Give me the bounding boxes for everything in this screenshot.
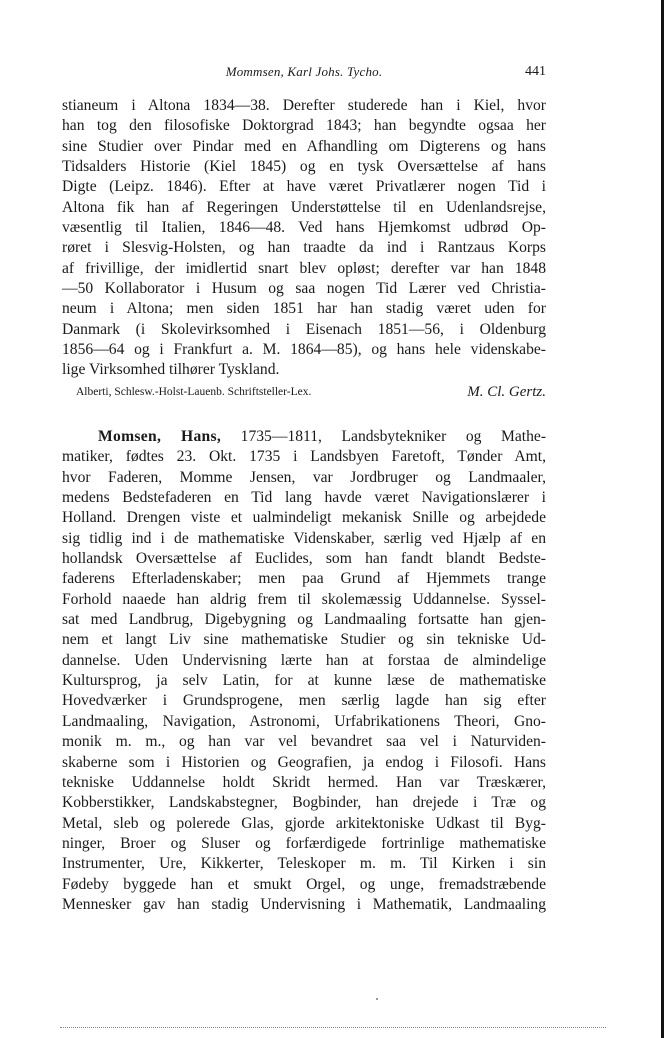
text-line: hvor Faderen, Momme Jensen, var Jordbruger og Landmaaler, (62, 468, 546, 486)
text-line: faderens Efterladenskaber; men paa Grund af Hjemmets trange (62, 570, 546, 588)
text-line: Altona fik han af Regeringen Understøttelse til en Udenlandsrejse, (62, 198, 546, 216)
text-line: Landmaaling, Navigation, Astronomi, Urfabrikationens Theori, Gno- (62, 712, 546, 730)
scan-edge-rule (60, 1027, 606, 1028)
text-line: matiker, fødtes 23. Okt. 1735 i Landsbyen Faretoft, Tønder Amt, (62, 448, 546, 466)
text-line: Kultursprog, ja selv Latin, for at kunne læse de mathematiske (62, 672, 546, 690)
text-line: skaberne som i Historien og Geografien, ja endog i Filosofi. Hans (62, 753, 546, 771)
author-signature: M. Cl. Gertz. (467, 383, 546, 400)
text-line: Mennesker gav han stadig Undervisning i Mathematik, Landmaaling (62, 895, 546, 913)
text-line: væsentlig til Italien, 1846—48. Ved hans Hjemkomst udbrød Op- (62, 219, 546, 237)
text-line: Holland. Drengen viste et ualmindeligt mekanisk Snille og arbejdede (62, 509, 546, 527)
text-line: Kobberstikker, Landskabstegner, Bogbinder, han drejede i Træ og (62, 794, 546, 812)
print-speck (376, 998, 378, 1000)
running-head: Mommsen, Karl Johs. Tycho. (225, 64, 383, 79)
text-line: Instrumenter, Ure, Kikkerter, Teleskoper m. m. Til Kirken i sin (62, 855, 546, 873)
entry-mommsen-karl-continuation (62, 96, 546, 403)
text-line: han tog den filosofiske Doktorgrad 1843; han begyndte ogsaa her (62, 117, 546, 135)
text-line: Danmark (i Skolevirksomhed i Eisenach 1851—56, i Oldenburg (62, 320, 546, 338)
text-line: røret i Slesvig-Holsten, og han traadte da ind i Rantzaus Korps (62, 239, 546, 257)
page-header (62, 64, 546, 84)
text-line: stianeum i Altona 1834—38. Derefter studerede han i Kiel, hvor (62, 97, 546, 114)
text-line: ninger, Broer og Sluser og forfærdigede fortrinlige mathematiske (62, 834, 546, 852)
entry-lemma: Momsen, Hans, (98, 428, 222, 445)
text-line: sat med Landbrug, Digebygning og Landmaaling fortsatte han gjen- (62, 611, 546, 629)
text-line: Metal, sleb og polerede Glas, gjorde arkitektoniske Udkast til Byg- (62, 814, 546, 832)
text-line: Tidsalders Historie (Kiel 1845) og en tysk Oversættelse af hans (62, 158, 546, 176)
text-line: sine Studier over Pindar med en Afhandling om Digterens og hans (62, 137, 546, 155)
text-line: 1856—64 og i Frankfurt a. M. 1864—85), og hans hele videnskabe- (62, 341, 546, 359)
text-line: af frivillige, der imidlertid snart blev opløst; derefter var han 1848 (62, 259, 546, 277)
text-line: medens Bedstefaderen en Tid lang havde været Navigationslærer i (62, 489, 546, 507)
text-line: nem et langt Liv sine mathematiske Studier og sin tekniske Ud- (62, 631, 546, 649)
entry-momsen-hans (62, 427, 546, 915)
text-line: Digte (Leipz. 1846). Efter at have været Privatlærer nogen Tid i (62, 178, 546, 196)
entry-footer (62, 381, 546, 403)
text-line: Fødeby byggede han et smukt Orgel, og unge, fremadstræbende (62, 875, 546, 893)
entry-first-line (62, 427, 546, 447)
entry-first-line-text: 1735—1811, Landsbytekniker og Mathe- (240, 428, 547, 445)
text-line: Forhold naaede han aldrig frem til skolemæssig Uddannelse. Syssel- (62, 590, 546, 608)
text-line: tekniske Uddannelse holdt Skridt hermed. Han var Træskærer, (62, 773, 546, 791)
text-line: —50 Kollaborator i Husum og saa nogen Tid Lærer ved Christia- (62, 280, 546, 298)
text-line: monik m. m., og han var vel bevandret saa vel i Naturviden- (62, 733, 546, 751)
text-line: dannelse. Uden Undervisning lærte han at forstaa de almindelige (62, 651, 546, 669)
source-reference: Alberti, Schlesw.-Holst-Lauenb. Schriftsteller-Lex. (76, 385, 312, 398)
page-number: 441 (525, 64, 546, 79)
text-line: sig tidlig ind i de mathematiske Videnskaber, særlig ved Hjælp af en (62, 529, 546, 547)
text-line: neum i Altona; men siden 1851 har han stadig været uden for (62, 300, 546, 318)
text-line: Hovedværker i Grundsprogene, men særlig lagde han sig efter (62, 692, 546, 710)
text-line: hollandsk Oversættelse af Euclides, som han fandt blandt Bedste- (62, 550, 546, 568)
text-line: lige Virksomhed tilhører Tyskland. (62, 361, 280, 379)
